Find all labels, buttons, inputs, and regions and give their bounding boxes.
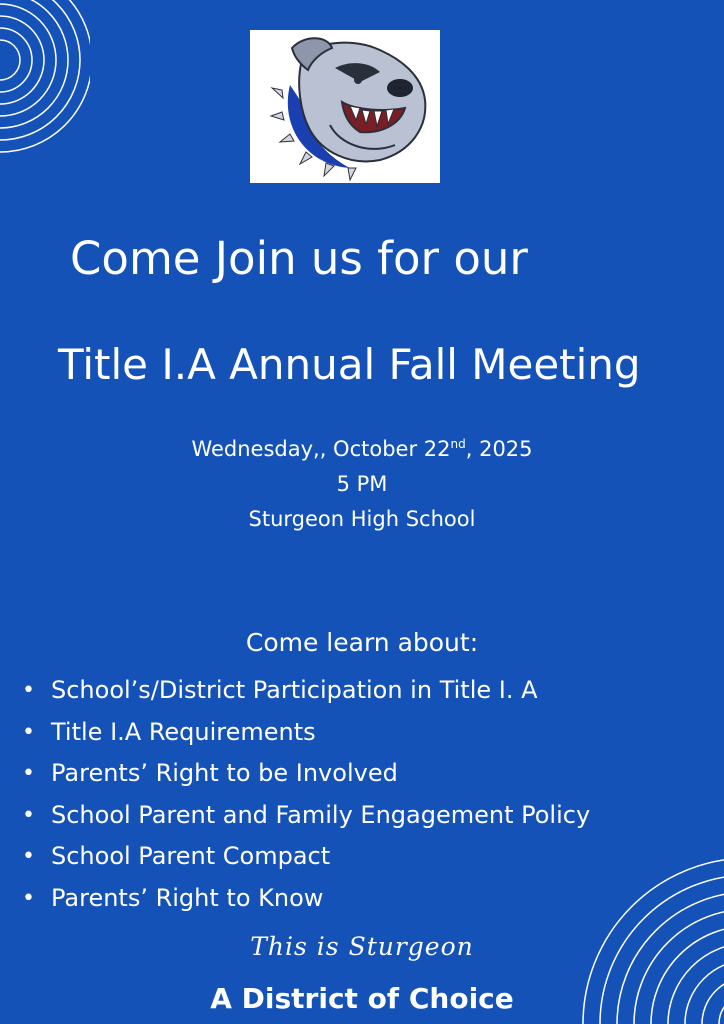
bullet-icon: • bbox=[22, 844, 35, 869]
logo-frame bbox=[250, 30, 440, 183]
bullet-icon: • bbox=[22, 885, 35, 911]
event-details bbox=[0, 432, 724, 537]
list-item: • School Parent and Family Engagement Policy bbox=[22, 795, 590, 837]
event-time: 5 PM bbox=[336, 472, 388, 496]
tagline: This is Sturgeon bbox=[250, 932, 474, 961]
list-item: • Parents’ Right to Know bbox=[22, 878, 590, 920]
list-item: • School Parent Compact bbox=[22, 836, 590, 878]
district-slogan: A District of Choice bbox=[210, 982, 514, 1015]
list-item: • Parents’ Right to be Involved bbox=[22, 753, 590, 795]
bullet-icon: • bbox=[22, 761, 35, 786]
event-date: Wednesday,, October 22nd, 2025 bbox=[191, 437, 533, 461]
list-item: • Title I.A Requirements bbox=[22, 712, 590, 754]
bullet-icon: • bbox=[22, 719, 35, 745]
headline-line-2: Title I.A Annual Fall Meeting bbox=[58, 340, 641, 389]
headline-line-1: Come Join us for our bbox=[70, 232, 528, 285]
bullet-icon: • bbox=[22, 678, 35, 703]
event-location: Sturgeon High School bbox=[248, 507, 476, 531]
list-item: • School’s/District Participation in Title I. A bbox=[22, 670, 590, 712]
concentric-arcs-top-left bbox=[0, 0, 90, 160]
bulldog-mascot-logo bbox=[250, 30, 440, 183]
bullet-icon: • bbox=[22, 802, 35, 828]
learn-heading: Come learn about: bbox=[245, 628, 479, 657]
topics-list bbox=[22, 670, 590, 919]
